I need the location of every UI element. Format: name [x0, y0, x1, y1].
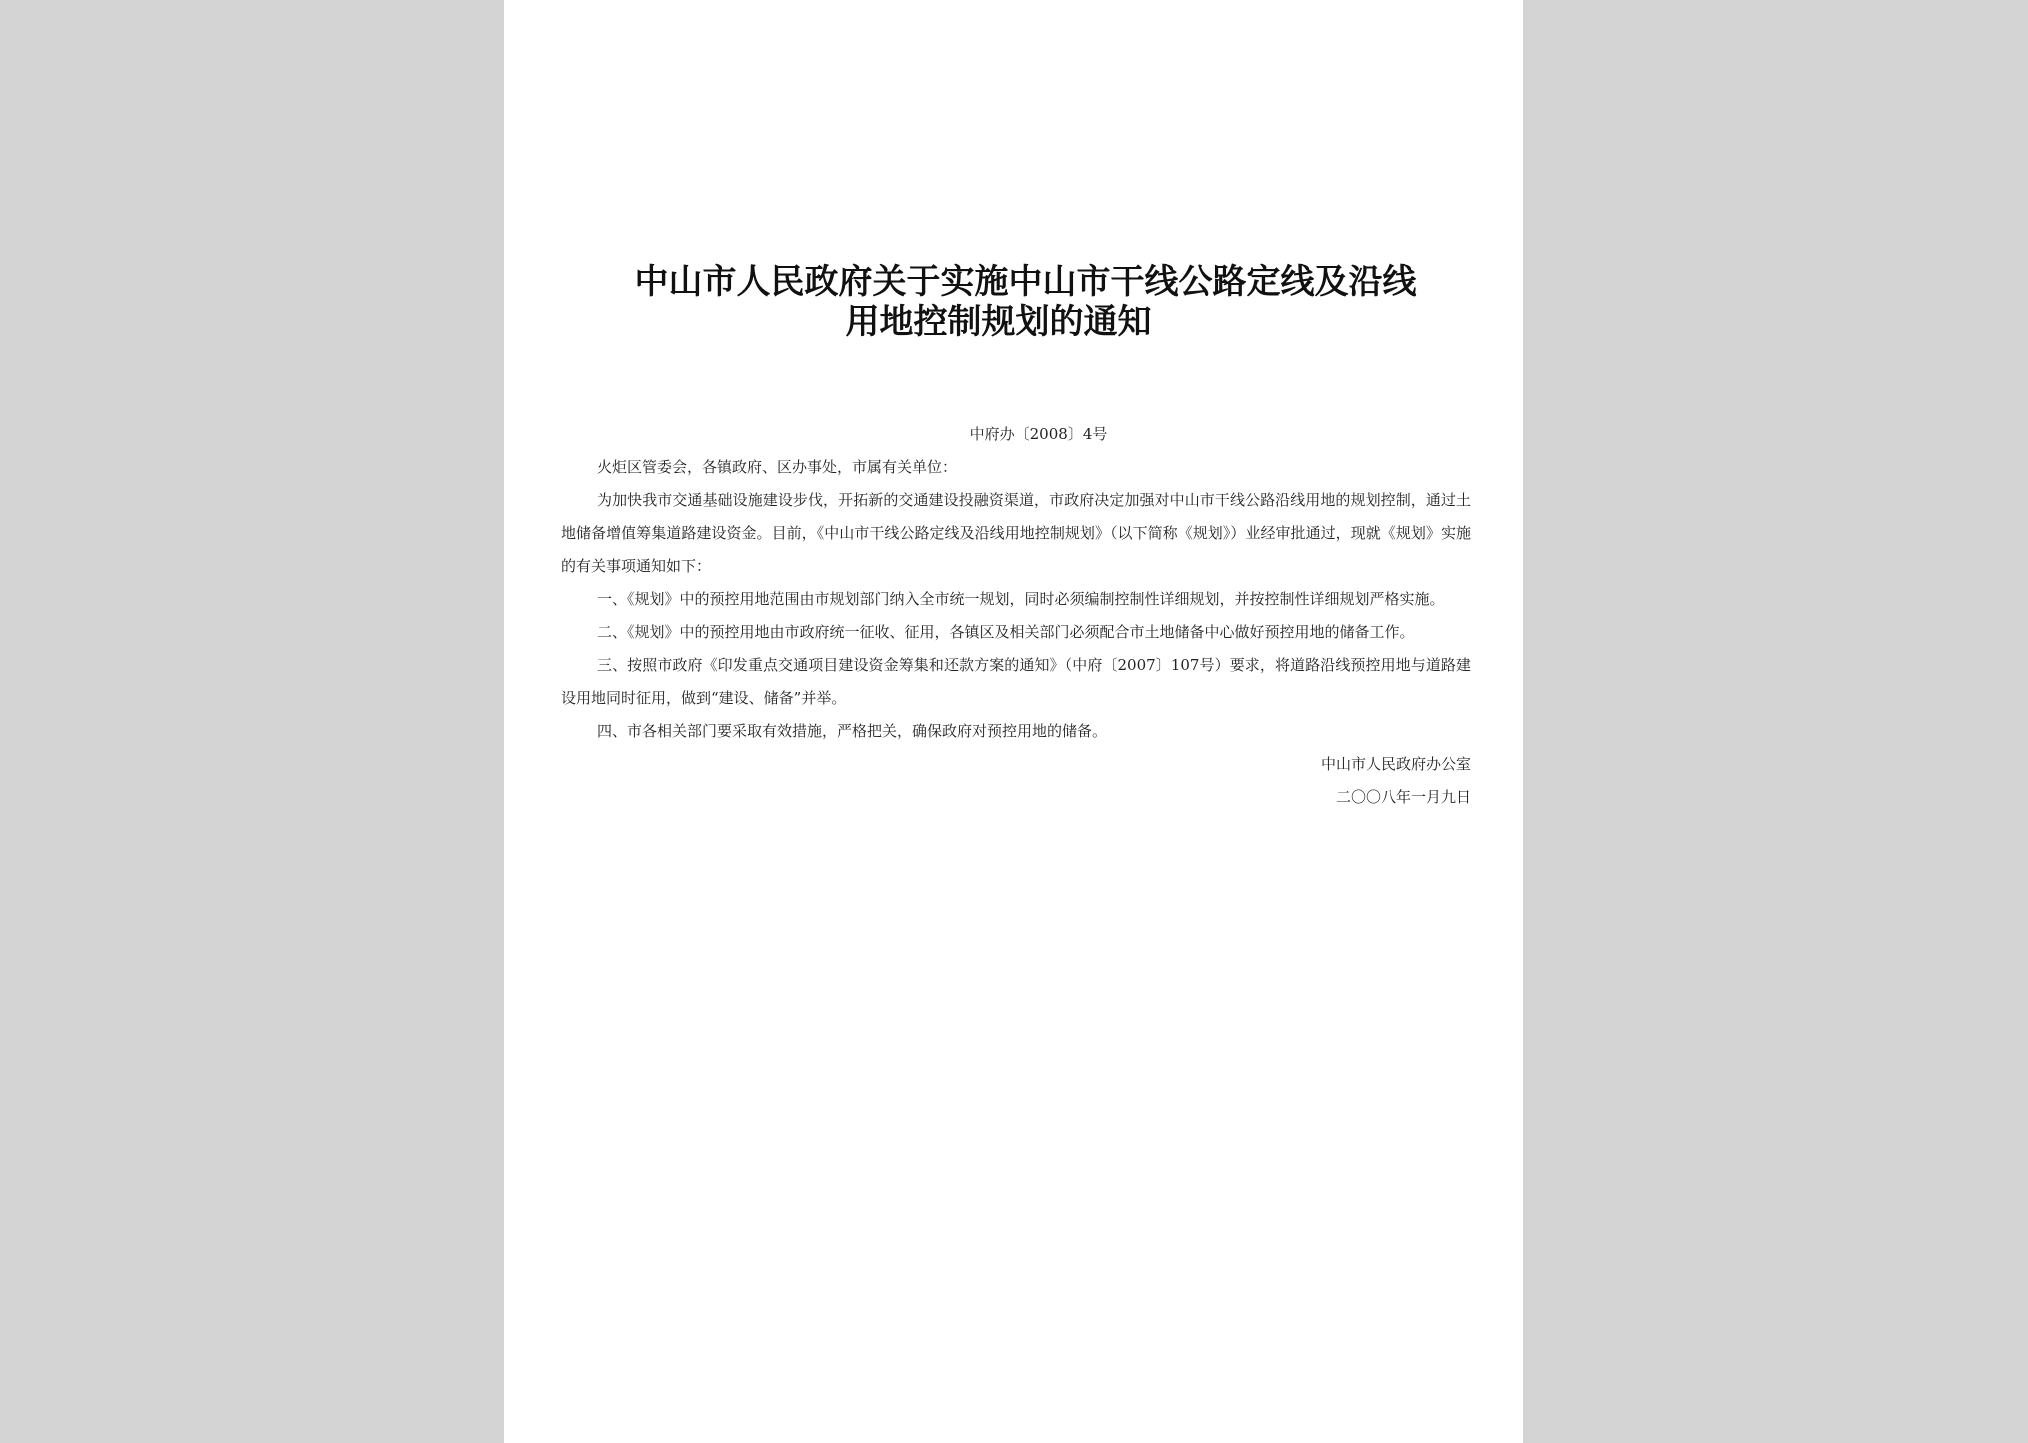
document-page: [504, 0, 1523, 1443]
document-number: 中府办〔2008〕4号: [969, 425, 1108, 443]
item-1-paragraph: 一、《规划》中的预控用地范围由市规划部门纳入全市统一规划，同时必须编制控制性详细规划，并按控制性详细规划严格实施。: [597, 590, 1445, 608]
issuer-signature: 中山市人民政府办公室: [1320, 755, 1471, 773]
salutation: 火炬区管委会，各镇政府、区办事处，市属有关单位：: [597, 458, 958, 476]
item-2-paragraph: 二、《规划》中的预控用地由市政府统一征收、征用，各镇区及相关部门必须配合市土地储备中心做好预控用地的储备工作。: [597, 623, 1415, 641]
item-3-paragraph: 三、按照市政府《印发重点交通项目建设资金筹集和还款方案的通知》（中府〔2007〕107号）要求，将道路沿线预控用地与道路建设用地同时征用，做到“建设、储备”并举。: [561, 656, 1471, 707]
document-body: [561, 418, 1471, 814]
intro-paragraph: 为加快我市交通基础设施建设步伐，开拓新的交通建设投融资渠道，市政府决定加强对中山市干线公路沿线用地的规划控制，通过土地储备增值筹集道路建设资金。目前，《中山市干线公路定线及沿线用地控制规划》（以下简称《规划》）业经审批通过，现就《规划》实施的有关事项通知如下：: [561, 491, 1471, 575]
issue-date: 二〇〇八年一月九日: [1335, 788, 1471, 806]
title-line-1: 中山市人民政府关于实施中山市干线公路定线及沿线: [634, 262, 1417, 302]
document-title: [504, 262, 1523, 342]
item-4-paragraph: 四、市各相关部门要采取有效措施，严格把关，确保政府对预控用地的储备。: [597, 722, 1108, 740]
title-line-2: 用地控制规划的通知: [845, 302, 1152, 342]
